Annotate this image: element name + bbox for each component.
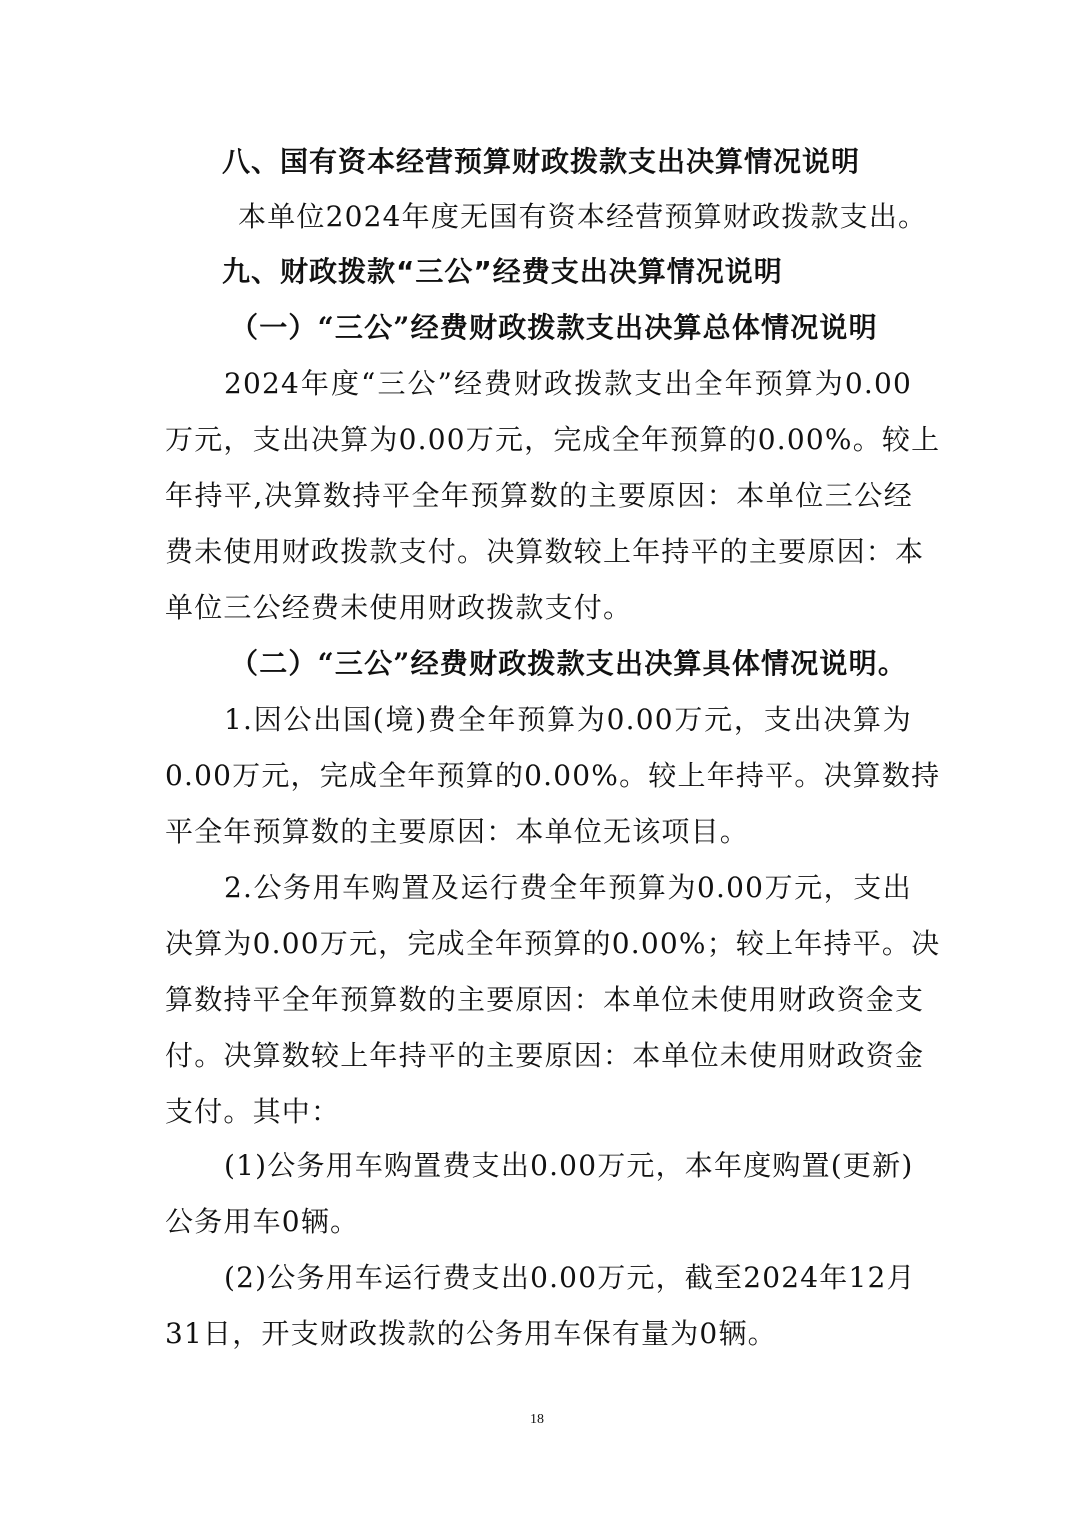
paragraph-line: 年持平,决算数持平全年预算数的主要原因：本单位三公经: [165, 479, 913, 512]
paragraph-line: 平全年预算数的主要原因：本单位无该项目。: [165, 815, 750, 848]
paragraph-line: 公务用车0辆。: [165, 1205, 360, 1238]
paragraph-line: 1.因公出国(境)费全年预算为0.00万元，支出决算为: [224, 703, 912, 736]
section-9-heading: 九、财政拨款“三公”经费支出决算情况说明: [222, 255, 783, 288]
paragraph-line: 决算为0.00万元，完成全年预算的0.00%；较上年持平。决: [165, 927, 941, 960]
section-8-heading: 八、国有资本经营预算财政拨款支出决算情况说明: [222, 145, 861, 178]
paragraph-line: 万元，支出决算为0.00万元，完成全年预算的0.00%。较上: [165, 423, 941, 456]
paragraph-line: 算数持平全年预算数的主要原因：本单位未使用财政资金支: [165, 983, 925, 1016]
paragraph-line: 付。决算数较上年持平的主要原因：本单位未使用财政资金: [165, 1039, 925, 1072]
section-8-body: 本单位2024年度无国有资本经营预算财政拨款支出。: [238, 200, 928, 233]
page-number: 18: [530, 1412, 544, 1427]
paragraph-line: 2024年度“三公”经费财政拨款支出全年预算为0.00: [224, 367, 912, 400]
paragraph-line: (1)公务用车购置费支出0.00万元，本年度购置(更新): [224, 1149, 914, 1182]
paragraph-line: 2.公务用车购置及运行费全年预算为0.00万元，支出: [224, 871, 912, 904]
paragraph-line: 31日，开支财政拨款的公务用车保有量为0辆。: [165, 1317, 777, 1350]
subsection-1-heading: （一）“三公”经费财政拨款支出决算总体情况说明: [230, 311, 878, 344]
paragraph-line: 支付。其中：: [165, 1095, 341, 1128]
paragraph-line: 0.00万元，完成全年预算的0.00%。较上年持平。决算数持: [165, 759, 941, 792]
paragraph-line: 费未使用财政拨款支付。决算数较上年持平的主要原因：本: [165, 535, 925, 568]
paragraph-line: 单位三公经费未使用财政拨款支付。: [165, 591, 633, 624]
paragraph-line: (2)公务用车运行费支出0.00万元，截至2024年12月: [224, 1261, 916, 1294]
subsection-2-heading: （二）“三公”经费财政拨款支出决算具体情况说明。: [230, 647, 908, 680]
